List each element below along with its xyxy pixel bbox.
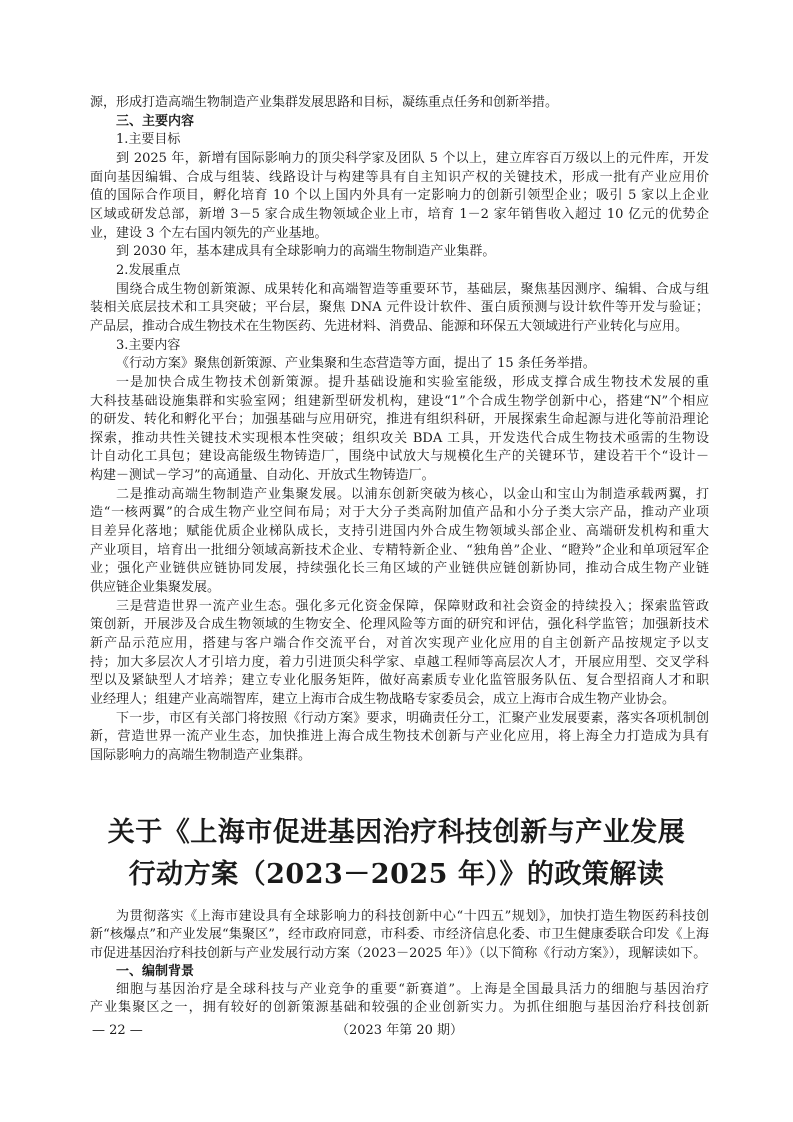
text-line: 2.发展重点	[116, 262, 181, 278]
text-line: 到 2030 年，基本建成具有全球影响力的高端生物制造产业集群。	[116, 244, 496, 260]
text-line: 构建－测试－学习”的高通量、自动化、开放式生物铸造厂。	[90, 468, 435, 484]
text-line: 型以及紧缺型人才培养；建立专业化服务矩阵，做好高素质专业化监管服务队伍、复合型招商人才和职	[90, 673, 709, 689]
text-line: 源，形成打造高端生物制造产业集群发展思路和目标，凝练重点任务和创新举措。	[90, 95, 559, 110]
text-line: 面向基因编辑、合成与组装、线路设计与构建等具有自主知识产权的关键技术，形成一批有产业应用价	[90, 169, 709, 185]
paragraph	[90, 908, 709, 963]
text-line: 市促进基因治疗科技创新与产业发展行动方案（2023－2025 年）》（以下简称《行动方案》），现解读如下。	[90, 945, 707, 961]
paragraph	[90, 374, 709, 486]
text-line: 业；强化产业链供应链协同发展，持续强化长三角区域的产业链供应链创新协同，推动合成生物产业链	[90, 561, 709, 577]
paragraph	[90, 150, 709, 243]
text-line: 一是加快合成生物技术创新策源。提升基础设施和实验室能级，形成支撑合成生物技术发展的重	[116, 374, 709, 390]
previous-article-body	[90, 94, 709, 766]
text-line: 的研发、转化和孵化平台；加强基础与应用研究，推进有组织科研，开展探索生命起源与进化等前沿理论	[90, 412, 709, 428]
text-line: 产业项目，培育出一批细分领域高新技术企业、专精特新企业、“独角兽”企业、“瞪羚”企业和单项冠军企	[90, 542, 709, 558]
text-line: 大科技基础设施集群和实验室网；组建新型研发机构，建设“1”个合成生物学创新中心，搭建“N”个相应	[90, 393, 709, 409]
article-title	[0, 812, 793, 896]
issue-label: （2023 年第 20 期）	[335, 1023, 464, 1038]
text-line: 新产品示范应用，搭建与客户端合作交流平台，对首次实现产业化应用的自主创新产品按规定予以支	[90, 636, 709, 652]
article-title-line: 行动方案（2023－2025 年）》的政策解读	[128, 859, 665, 891]
text-line: 供应链企业集聚发展。	[90, 580, 221, 596]
text-line: 围绕合成生物创新策源、成果转化和高端智造等重要环节，基础层，聚焦基因测序、编辑、合成与组	[116, 281, 709, 297]
article-title-line: 关于《上海市促进基因治疗科技创新与产业发展	[107, 817, 686, 849]
text-line: 细胞与基因治疗是全球科技与产业竞争的重要“新赛道”。上海是全国最具活力的细胞与基因治疗	[116, 982, 709, 998]
text-line: 造“一核两翼”的合成生物产业空间布局；对于大分子类高附加值产品和小分子类大宗产品，推动产业项	[90, 505, 709, 521]
paragraph	[90, 355, 709, 374]
text-line: 策创新，开展涉及合成生物领域的生物安全、伦理风险等方面的研究和评估，强化科学监管；加强新技术	[90, 617, 709, 633]
section-heading	[90, 113, 709, 132]
text-line: 新，营造世界一流产业生态，加快推进上海合成生物技术创新与产业化应用，将上海全力打造成为具有	[90, 729, 709, 745]
text-line: 下一步，市区有关部门将按照《行动方案》要求，明确责任分工，汇聚产业发展要素，落实各项机制创	[116, 710, 709, 726]
paragraph	[90, 486, 709, 598]
text-line: 3.主要内容	[116, 337, 181, 353]
text-line: 到 2025 年，新增有国际影响力的顶尖科学家及团队 5 个以上，建立库容百万级以上的元件库，开发	[116, 150, 709, 166]
article-body	[90, 908, 709, 1018]
subsection-heading	[90, 131, 709, 150]
page-number: — 22 —	[92, 1023, 143, 1038]
text-line: 业经理人；组建产业高端智库，建立上海市合成生物战略专家委员会，成立上海市合成生物产业协会。	[90, 692, 676, 707]
subsection-heading	[90, 337, 709, 356]
subsection-heading	[90, 262, 709, 281]
text-line: 三是营造世界一流产业生态。强化多元化资金保障，保障财政和社会资金的持续投入；探索监管政	[116, 598, 709, 614]
paragraph	[90, 94, 709, 113]
paragraph	[90, 243, 709, 262]
text-line: 业，建设 3 个左右国内领先的产业基地。	[90, 225, 328, 241]
text-line: 《行动方案》聚焦创新策源、产业集聚和生态营造等方面，提出了 15 条任务举措。	[116, 356, 596, 372]
text-line: 为贯彻落实《上海市建设具有全球影响力的科技创新中心“十四五”规划》，加快打造生物医药科技创	[116, 909, 709, 924]
paragraph	[90, 598, 709, 710]
paragraph	[90, 281, 709, 337]
paragraph	[90, 981, 709, 1018]
text-line: 值的国际合作项目，孵化培育 10 个以上国内外具有一定影响力的创新引领型企业；吸引 5 家以上企业	[90, 188, 709, 204]
text-line: 探索，推动共性关键技术实现根本性突破；组织攻关 BDA 工具，开发迭代合成生物技术亟需的生物设	[90, 430, 709, 446]
paragraph	[90, 710, 709, 766]
text-line: 计自动化工具包；建设高能级生物铸造厂，围绕中试放大与规模化生产的关键环节，建设若干个“设计－	[90, 449, 709, 465]
text-line: 二是推动高端生物制造产业集聚发展。以浦东创新突破为核心，以金山和宝山为制造承载两翼，打	[116, 486, 709, 502]
text-line: 装相关底层技术和工具突破；平台层，聚焦 DNA 元件设计软件、蛋白质预测与设计软件等开发与验证；	[90, 300, 709, 316]
text-line: 区域或研发总部，新增 3－5 家合成生物领域企业上市，培育 1－2 家年销售收入超过 10 亿元的优势企	[90, 206, 709, 222]
text-line: 1.主要目标	[116, 132, 181, 148]
text-line: 持；加大多层次人才引培力度，着力引进顶尖科学家、卓越工程师等高层次人才，开展应用型、交叉学科	[90, 654, 709, 670]
text-line: 产品层，推动合成生物技术在生物医药、先进材料、消费品、能源和环保五大领域进行产业转化与应用。	[90, 318, 689, 334]
text-line: 新“核爆点”和产业发展“集聚区”，经市政府同意，市科委、市经济信息化委、市卫生健康委联合印发《上海	[90, 927, 709, 943]
text-line: 国际影响力的高端生物制造产业集群。	[90, 747, 312, 763]
text-line: 一、编制背景	[116, 963, 195, 979]
text-line: 产业集聚区之一，拥有较好的创新策源基础和较强的企业创新实力。为抓住细胞与基因治疗科技创新	[90, 1000, 709, 1016]
page-footer	[90, 1022, 709, 1040]
text-line: 三、主要内容	[116, 113, 195, 129]
section-heading	[90, 963, 709, 981]
text-line: 目差异化落地；赋能优质企业梯队成长，支持引进国内外合成生物领域头部企业、高端研发机构和重大	[90, 524, 709, 540]
